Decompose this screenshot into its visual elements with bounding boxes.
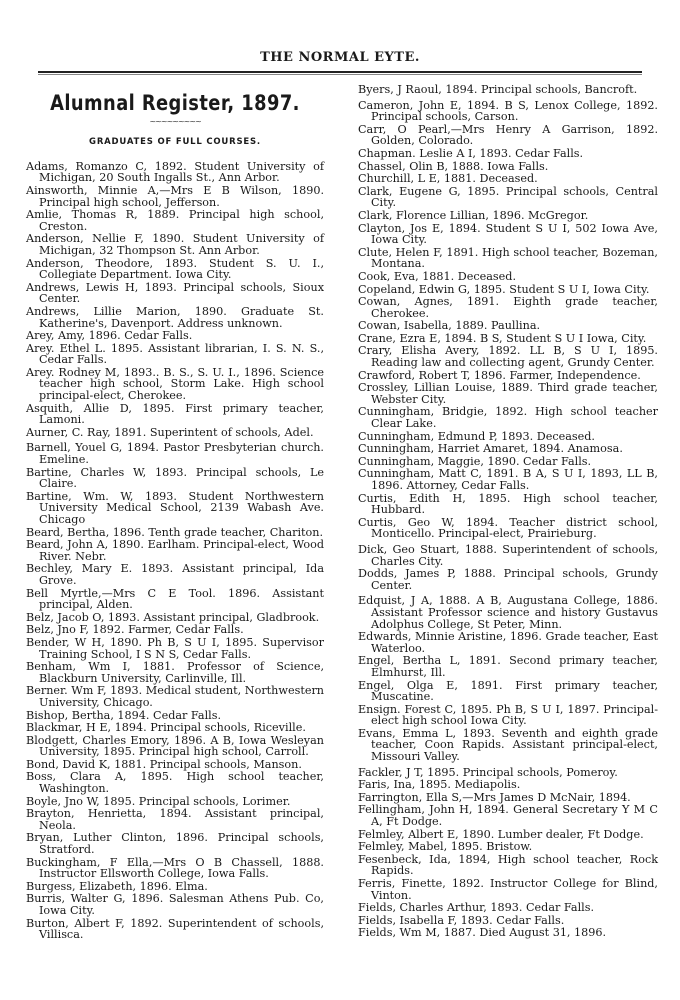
register-entry: Chapman. Leslie A I, 1893. Cedar Falls. <box>358 146 584 160</box>
left-entry-list <box>26 161 324 941</box>
register-entry: Bell Myrtle,—Mrs C E Tool. 1896. Assistant principal, Alden. <box>26 586 324 612</box>
register-entry: Burton, Albert F, 1892. Superintendent of schools, Villisca. <box>26 916 324 942</box>
register-entry: Bishop, Bertha, 1894. Cedar Falls. <box>26 708 222 722</box>
register-entry: Beard, Bertha, 1896. Tenth grade teacher, Chariton. <box>26 525 324 539</box>
register-entry: Boss, Clara A, 1895. High school teacher, Washington. <box>26 770 324 796</box>
header-rule <box>38 71 642 73</box>
register-entry: Fields, Wm M, 1887. Died August 31, 1896. <box>358 926 607 940</box>
register-entry: Burgess, Elizabeth, 1896. Elma. <box>26 879 208 893</box>
left-column <box>26 84 324 942</box>
register-entry: Evans, Emma L, 1893. Seventh and eighth grade teacher, Coon Rapids. Assistant principal-elect, Missouri Valley. <box>358 726 658 764</box>
header-rule-thin <box>38 74 642 75</box>
ornament-divider: ~~~~~~~~~ <box>149 116 201 126</box>
register-entry: Cowan, Isabella, 1889. Paullina. <box>358 319 541 333</box>
register-entry: Fields, Isabella F, 1893. Cedar Falls. <box>358 913 565 927</box>
register-entry: Boyle, Jno W, 1895. Principal schools, Lorimer. <box>26 794 291 808</box>
right-entry-list <box>358 84 658 939</box>
register-entry: Belz, Jacob O, 1893. Assistant principal, Gladbrook. <box>26 610 320 624</box>
register-entry: Engel, Olga E, 1891. First primary teacher, Muscatine. <box>358 678 658 704</box>
register-entry: Blodgett, Charles Emory, 1896. A B, Iowa Wesleyan University, 1895. Principal high school, Carroll. <box>26 733 324 759</box>
register-entry: Dick, Geo Stuart, 1888. Superintendent of schools, Charles City. <box>358 542 658 568</box>
register-entry: Anderson, Nellie F, 1890. Student University of Michigan, 32 Thompson St. Ann Arbor. <box>26 232 324 257</box>
register-entry: Felmley, Mabel, 1895. Bristow. <box>358 840 533 854</box>
register-entry: Edwards, Minnie Aristine, 1896. Grade teacher, East Waterloo. <box>358 630 658 655</box>
register-entry: Bryan, Luther Clinton, 1896. Principal schools, Stratford. <box>26 831 324 857</box>
register-entry: Burris, Walter G, 1896. Salesman Athens Pub. Co, Iowa City. <box>26 892 324 917</box>
register-entry: Edquist, J A, 1888. A B, Augustana College, 1886. Assistant Professor science and history Gustavus Adolphus College, St Peter, Minn. <box>358 594 658 631</box>
register-entry: Bartine, Charles W, 1893. Principal schools, Le Claire. <box>26 465 324 491</box>
register-entry: Anderson, Theodore, 1893. Student S. U. I., Collegiate Department. Iowa City. <box>26 256 324 282</box>
register-entry: Cunningham, Harriet Amaret, 1894. Anamosa. <box>358 442 623 456</box>
register-entry: Clayton, Jos E, 1894. Student S U I, 502 Iowa Ave, Iowa City. <box>358 221 658 247</box>
register-entry: Asquith, Allie D, 1895. First primary teacher, Lamoni. <box>26 401 324 427</box>
register-entry: Cameron, John E, 1894. B S, Lenox College, 1892. Principal schools, Carson. <box>358 98 658 124</box>
register-entry: Blackmar, H E, 1894. Principal schools, Riceville. <box>26 721 306 735</box>
right-column <box>358 84 658 940</box>
register-entry: Bartine, Wm. W, 1893. Student Northwestern University Medical School, 2139 Wabash Ave. Chicago <box>26 489 324 526</box>
section-subheading: GRADUATES OF FULL COURSES. <box>89 137 261 148</box>
register-entry: Bechley, Mary E. 1893. Assistant principal, Ida Grove. <box>26 562 324 587</box>
register-entry: Engel, Bertha L, 1891. Second primary teacher, Elmhurst, Ill. <box>358 654 658 679</box>
register-entry: Arey. Rodney M, 1893.. B. S., S. U. I., 1896. Science teacher high school, Storm Lake. High school principal-elect, Cherokee. <box>26 365 324 403</box>
register-entry: Fellingham, John H, 1894. General Secretary Y M C A, Ft Dodge. <box>358 803 658 829</box>
register-entry: Cunningham, Maggie, 1890. Cedar Falls. <box>358 454 592 468</box>
register-entry: Andrews, Lillie Marion, 1890. Graduate St. Katherine's, Davenport. Address unknown. <box>26 304 324 330</box>
register-entry: Crane, Ezra E, 1894. B S, Student S U I Iowa, City. <box>358 331 647 345</box>
register-entry: Felmley, Albert E, 1890. Lumber dealer, Ft Dodge. <box>358 827 644 841</box>
register-entry: Fesenbeck, Ida, 1894, High school teacher, Rock Rapids. <box>358 852 658 878</box>
register-entry: Cowan, Agnes, 1891. Eighth grade teacher, Cherokee. <box>358 295 658 320</box>
register-entry: Curtis, Edith H, 1895. High school teacher, Hubbard. <box>358 491 658 517</box>
register-entry: Bond, David K, 1881. Principal schools, Manson. <box>26 757 302 771</box>
register-entry: Crary, Elisha Avery, 1892. LL B, S U I, 1895. Reading law and collecting agent, Grundy Center. <box>358 344 658 370</box>
register-entry: Crossley, Lillian Louise, 1889. Third grade teacher, Webster City. <box>358 381 658 406</box>
section-title: Alumnal Register, 1897. <box>50 91 300 115</box>
register-entry: Buckingham, F Ella,—Mrs O B Chassell, 1888. Instructor Ellsworth College, Iowa Falls. <box>26 855 324 881</box>
register-entry: Fackler, J T, 1895. Principal schools, Pomeroy. <box>358 765 618 779</box>
register-entry: Berner. Wm F, 1893. Medical student, Northwestern University, Chicago. <box>26 684 324 709</box>
register-entry: Byers, J Raoul, 1894. Principal schools, Bancroft. <box>358 83 638 96</box>
register-entry: Adams, Romanzo C, 1892. Student University of Michigan, 20 South Ingalls St., Ann Arbor. <box>26 159 324 185</box>
register-entry: Cunningham, Edmund P, 1893. Deceased. <box>358 429 595 443</box>
register-entry: Ferris, Finette, 1892. Instructor College for Blind, Vinton. <box>358 877 658 902</box>
register-entry: Arey. Ethel L. 1895. Assistant librarian, I. S. N. S., Cedar Falls. <box>26 341 324 367</box>
register-entry: Belz, Jno F, 1892. Farmer, Cedar Falls. <box>26 623 244 637</box>
register-entry: Arey, Amy, 1896. Cedar Falls. <box>26 329 193 343</box>
register-entry: Cook, Eva, 1881. Deceased. <box>358 269 517 283</box>
register-entry: Fields, Charles Arthur, 1893. Cedar Falls. <box>358 901 595 915</box>
running-title: THE NORMAL EYTE. <box>260 50 420 65</box>
register-entry: Clute, Helen F, 1891. High school teacher, Bozeman, Montana. <box>358 245 658 271</box>
register-entry: Copeland, Edwin G, 1895. Student S U I, Iowa City. <box>358 282 650 296</box>
register-entry: Chassel, Olin B, 1888. Iowa Falls. <box>358 159 549 173</box>
register-entry: Dodds, James P, 1888. Principal schools, Grundy Center. <box>358 567 658 592</box>
register-entry: Bender, W H, 1890. Ph B, S U I, 1895. Supervisor Training School, I S N S, Cedar Falls. <box>26 635 324 661</box>
register-entry: Benham, Wm I, 1881. Professor of Science, Blackburn University, Carlinville, Ill. <box>26 660 324 685</box>
register-entry: Cunningham, Matt C, 1891. B A, S U I, 1893, LL B, 1896. Attorney, Cedar Falls. <box>358 467 658 492</box>
register-entry: Andrews, Lewis H, 1893. Principal schools, Sioux Center. <box>26 280 324 306</box>
register-entry: Beard, John A, 1890. Earlham. Principal-elect, Wood River. Nebr. <box>26 538 324 563</box>
register-entry: Aurner, C. Ray, 1891. Superintent of schools, Adel. <box>26 425 314 439</box>
register-entry: Clark, Eugene G, 1895. Principal schools, Central City. <box>358 184 658 210</box>
register-entry: Ensign. Forest C, 1895. Ph B, S U I, 1897. Principal-elect high school Iowa City. <box>358 702 658 728</box>
register-entry: Cunningham, Bridgie, 1892. High school teacher Clear Lake. <box>358 405 658 431</box>
register-entry: Carr, O Pearl,—Mrs Henry A Garrison, 1892. Golden, Colorado. <box>358 122 658 148</box>
register-entry: Brayton, Henrietta, 1894. Assistant principal, Neola. <box>26 807 324 832</box>
register-entry: Barnell, Youel G, 1894. Pastor Presbyterian church. Emeline. <box>26 441 324 467</box>
register-entry: Crawford, Robert T, 1896. Farmer, Independence. <box>358 368 641 382</box>
register-entry: Churchill, L E, 1881. Deceased. <box>358 172 538 186</box>
register-entry: Ainsworth, Minnie A,—Mrs E B Wilson, 1890. Principal high school, Jefferson. <box>26 183 324 209</box>
register-entry: Clark, Florence Lillian, 1896. McGregor. <box>358 208 589 222</box>
register-entry: Curtis, Geo W, 1894. Teacher district school, Monticello. Principal-elect, Prairieburg. <box>358 515 658 541</box>
register-entry: Amlie, Thomas R, 1889. Principal high school, Creston. <box>26 208 324 233</box>
register-entry: Faris, Ina, 1895. Mediapolis. <box>358 778 521 792</box>
register-entry: Farrington, Ella S,—Mrs James D McNair, 1894. <box>358 790 631 804</box>
